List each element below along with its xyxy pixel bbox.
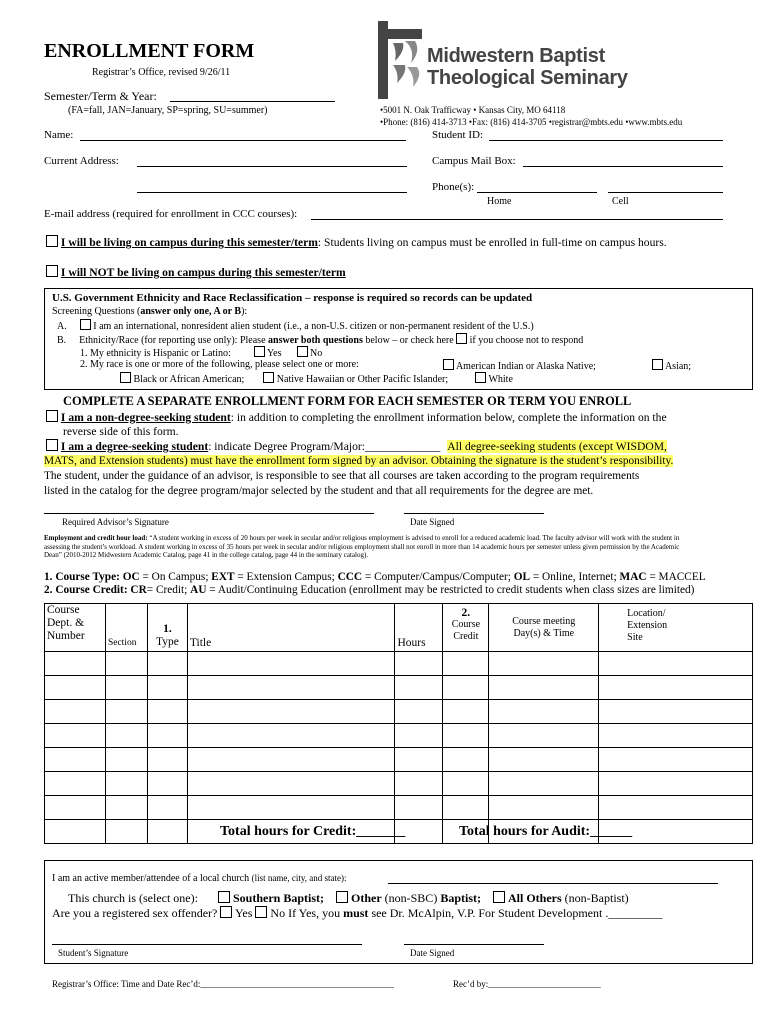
mailbox-label: Campus Mail Box:: [432, 155, 516, 167]
col-location-2: Extension: [627, 620, 668, 631]
offender-yes-checkbox[interactable]: [220, 906, 232, 918]
col-location-3: Site: [627, 632, 643, 643]
contact-address: •5001 N. Oak Trafficway • Kansas City, MO 64118: [380, 105, 566, 115]
semester-label: Semester/Term & Year:: [44, 89, 157, 103]
option-b-pre: Ethnicity/Race (for reporting use only): Please: [79, 335, 269, 346]
all-others-rest: (non-Baptist): [561, 891, 629, 905]
seminary-logo: [375, 21, 665, 99]
sbc-checkbox[interactable]: [218, 891, 230, 903]
degree-option: [46, 439, 667, 453]
option-b-mid: below – or check here: [362, 335, 454, 346]
non-degree-option: [46, 410, 667, 424]
screening-pre: Screening Questions (: [52, 306, 141, 317]
policy-line-1: [44, 534, 679, 543]
separate-form-notice: COMPLETE A SEPARATE ENROLLMENT FORM FOR EACH SEMESTER OR TERM YOU ENROLL: [63, 394, 632, 408]
col-course-3: Number: [47, 630, 85, 642]
non-degree-bold: I am a non-degree-seeking student: [60, 411, 231, 424]
col-course-2: Dept. &: [47, 617, 85, 629]
phones-label: Phone(s):: [432, 181, 475, 193]
non-degree-cont: reverse side of this form.: [63, 425, 179, 438]
black-checkbox[interactable]: [120, 372, 131, 383]
on-campus-checkbox[interactable]: [46, 235, 58, 247]
col-credit: [443, 604, 489, 652]
ethnicity-heading: U.S. Government Ethnicity and Race Reclassification – response is required so records can be updated: [52, 292, 533, 304]
responsibility-para-1: The student, under the guidance of an advisor, is responsible to see that all courses are taken according to the program requirements: [44, 470, 640, 482]
col-meeting-1: Course meeting: [512, 615, 576, 627]
black-label: Black or African American;: [133, 374, 245, 385]
col-meeting: [489, 604, 599, 652]
name-field[interactable]: [80, 140, 406, 141]
offender-yes-label: Yes: [234, 906, 253, 920]
option-b-bold: answer both questions: [268, 335, 363, 346]
course-row[interactable]: [45, 676, 753, 700]
advisor-highlight-2: MATS, and Extension students) must have the enrollment form signed by an advisor. Obtaining the signature is the student’s responsibility.: [44, 455, 674, 467]
student-signature-label: Student’s Signature: [58, 948, 129, 958]
student-id-field[interactable]: [489, 140, 723, 141]
hispanic-yes-checkbox[interactable]: [254, 346, 265, 357]
l2-cr-t: = Credit;: [146, 584, 191, 596]
policy-line-3: Dean” (2010-2012 Midwestern Academic Catalog, page 41 in the college catalog, page 44 in the seminary catalog).: [44, 551, 369, 559]
contact-phone: •Phone: (816) 414-3713 •Fax: (816) 414-3705 •registrar@mbts.edu •www.mbts.edu: [380, 117, 683, 127]
l1-ol-t: = Online, Internet;: [530, 571, 620, 583]
offender-no-post: see Dr. McAlpin, V.P. For Student Development ._________: [368, 906, 663, 920]
on-campus-bold: I will be living on campus during this semester/term: [60, 236, 318, 249]
hawaiian-label: Native Hawaiian or Other Pacific Islander;: [276, 374, 449, 385]
question-2: 2. My race is one or more of the following, please select one or more:: [80, 359, 359, 370]
employment-policy: [44, 534, 679, 560]
screening-questions: [52, 306, 247, 317]
offender-question: [52, 906, 662, 921]
col-title-label: Title: [189, 637, 212, 649]
church-member-label: I am an active member/attendee of a local church: [52, 873, 250, 884]
address-field-1[interactable]: [137, 166, 407, 167]
option-b-letter: B.: [57, 335, 67, 346]
l1-ol: OL: [513, 571, 531, 583]
asian-label: Asian;: [664, 361, 692, 372]
col-section-label: Section: [107, 638, 137, 648]
email-field[interactable]: [311, 219, 723, 220]
church-member-hint: (list name, city, and state):: [251, 873, 347, 883]
option-b: [57, 333, 583, 346]
offender-label: Are you a registered sex offender?: [52, 906, 218, 920]
col-type-label: Type: [155, 636, 179, 648]
l1-oc-t: = On Campus;: [139, 571, 212, 583]
american-indian-label: American Indian or Alaska Native;: [455, 361, 596, 372]
student-date-label: Date Signed: [410, 948, 455, 958]
church-type: [68, 891, 629, 906]
course-table: [44, 603, 753, 844]
address-label: Current Address:: [44, 155, 119, 167]
col-course-1: Course: [47, 604, 80, 616]
l1-mac-t: = MACCEL: [646, 571, 706, 583]
l2-cr: CR: [130, 584, 147, 596]
course-row[interactable]: [45, 748, 753, 772]
name-label: Name:: [44, 129, 74, 141]
non-degree-rest: : in addition to completing the enrollment information below, complete the information on the: [230, 411, 667, 424]
non-degree-checkbox[interactable]: [46, 410, 58, 422]
race-row-2: [120, 372, 513, 385]
option-a-letter: A.: [57, 321, 67, 332]
l2-num: 2.: [44, 584, 53, 596]
american-indian-checkbox[interactable]: [443, 359, 454, 370]
off-campus-checkbox[interactable]: [46, 265, 58, 277]
l1-mac: MAC: [619, 571, 647, 583]
total-credit-hours[interactable]: Total hours for Credit:_______: [220, 824, 406, 839]
screening-post: ):: [241, 306, 248, 317]
church-field[interactable]: [388, 883, 718, 884]
received-by[interactable]: Rec’d by:_________________________: [453, 979, 601, 989]
course-row[interactable]: [45, 772, 753, 796]
mailbox-field[interactable]: [523, 166, 723, 167]
responsibility-para-2: listed in the catalog for the degree program/major selected by the student and that all requirements for the degree are met.: [44, 485, 594, 497]
advisor-signature-field[interactable]: [44, 513, 374, 514]
housing-off-campus: [46, 265, 346, 279]
col-hours-label: Hours: [397, 637, 426, 649]
other-baptist-checkbox[interactable]: [336, 891, 348, 903]
degree-checkbox[interactable]: [46, 439, 58, 451]
col-credit-2: Credit: [453, 631, 479, 642]
no-response-checkbox[interactable]: [456, 333, 467, 344]
course-row[interactable]: [45, 796, 753, 820]
col-credit-num: 2.: [461, 607, 471, 619]
option-a: [57, 319, 534, 332]
phone-home-field[interactable]: [477, 192, 597, 193]
church-select-label: This church is (select one):: [68, 891, 198, 905]
course-row[interactable]: [45, 700, 753, 724]
policy-bold: Employment and credit hour load:: [44, 534, 148, 542]
col-title: [187, 604, 395, 652]
all-others-bold: All Others: [507, 891, 562, 905]
l1-oc: OC: [122, 571, 140, 583]
col-credit-1: Course: [451, 619, 481, 630]
semester-hint: (FA=fall, JAN=January, SP=spring, SU=summer): [68, 105, 268, 116]
degree-bold: I am a degree-seeking student: [60, 440, 209, 453]
screening-bold: answer only one, A or B: [140, 306, 242, 317]
l1-bold: Course Type:: [55, 571, 120, 583]
col-meeting-2: Day(s) & Time: [513, 627, 575, 639]
off-campus-bold: I will NOT be living on campus during this semester/term: [60, 266, 346, 279]
on-campus-rest: : Students living on campus must be enrolled in full-time on campus hours.: [317, 236, 667, 249]
offender-no-pre: No If Yes, you: [270, 906, 344, 920]
student-date-field[interactable]: [404, 944, 544, 945]
form-subtitle: Registrar’s Office, revised 9/26/11: [92, 67, 231, 78]
col-location: [599, 604, 753, 652]
l1-ccc: CCC: [337, 571, 363, 583]
advisor-date-field[interactable]: [404, 513, 544, 514]
phone-cell-field[interactable]: [608, 192, 723, 193]
advisor-date-label: Date Signed: [410, 517, 455, 527]
option-a-text: I am an international, nonresident alien student (i.e., a non-U.S. citizen or non-permanent resident of the U.S.): [93, 321, 534, 332]
l2-au: AU: [190, 584, 207, 596]
course-table-header: [45, 604, 753, 652]
l1-ext: EXT: [211, 571, 235, 583]
hispanic-no-checkbox[interactable]: [297, 346, 308, 357]
address-field-2[interactable]: [137, 192, 407, 193]
total-audit-hours[interactable]: Total hours for Audit:______: [459, 824, 633, 839]
hispanic-no-label: No: [310, 348, 323, 359]
logo-line-1: Midwestern Baptist: [427, 45, 605, 67]
other-bold: Other: [350, 891, 382, 905]
white-label: White: [488, 374, 513, 385]
question-1: [80, 346, 322, 359]
race-american-indian: [443, 359, 596, 372]
col-course: [45, 604, 106, 652]
policy-line-1-text: “A student working in excess of 20 hours per week in secular and/or religious employment is advised to enroll for a reduced academic load. The faculty advisor will work with the student in: [147, 534, 680, 542]
l1-num: 1.: [44, 571, 53, 583]
offender-no-checkbox[interactable]: [255, 906, 267, 918]
l1-ccc-t: = Computer/Campus/Computer;: [362, 571, 514, 583]
registrar-office-received[interactable]: Registrar’s Office: Time and Date Rec’d:___________________________________________: [52, 979, 394, 989]
option-b-post: if you choose not to respond: [469, 335, 584, 346]
white-checkbox[interactable]: [475, 372, 486, 383]
seminary-emblem-icon: [375, 21, 425, 99]
offender-must: must: [343, 906, 369, 920]
col-type-num: 1.: [163, 623, 172, 635]
form-title: ENROLLMENT FORM: [44, 40, 255, 62]
other-rest: (non-SBC): [381, 891, 441, 905]
course-credit-legend: [44, 584, 694, 596]
housing-on-campus: [46, 235, 667, 249]
student-id-label: Student ID:: [432, 129, 484, 141]
col-hours: [395, 604, 443, 652]
policy-line-2: assessing the student’s workload. A student working in excess of 35 hours per week in secular and/or religious employment shall not enroll in more than 14 academic hours per semester unless given permission by the Academic: [44, 542, 680, 551]
sbc-label: Southern Baptist;: [232, 891, 324, 905]
race-asian: [652, 359, 691, 372]
church-member: [52, 873, 347, 884]
col-section: [105, 604, 147, 652]
all-others-checkbox[interactable]: [493, 891, 505, 903]
semester-field[interactable]: [170, 101, 335, 102]
home-label: Home: [487, 196, 512, 207]
hawaiian-checkbox[interactable]: [263, 372, 274, 383]
course-type-legend: [44, 571, 706, 583]
col-type: [147, 604, 187, 652]
logo-line-2: Theological Seminary: [427, 67, 628, 89]
student-signature-field[interactable]: [52, 944, 362, 945]
advisor-signature-label: Required Advisor’s Signature: [62, 517, 169, 527]
asian-checkbox[interactable]: [652, 359, 663, 370]
col-location-1: Location/: [627, 608, 666, 619]
l2-bold: Course Credit:: [55, 584, 128, 596]
degree-rest: : indicate Degree Program/Major:_____________: [208, 440, 441, 453]
hispanic-yes-label: Yes: [266, 348, 282, 359]
course-row[interactable]: [45, 652, 753, 676]
question-1-text: 1. My ethnicity is Hispanic or Latino:: [80, 348, 231, 359]
l2-au-t: = Audit/Continuing Education (enrollment may be restricted to credit students when class sizes are limited): [206, 584, 695, 596]
option-a-checkbox[interactable]: [80, 319, 91, 330]
advisor-highlight-1: All degree-seeking students (except WISDOM,: [447, 440, 667, 453]
l1-ext-t: = Extension Campus;: [234, 571, 338, 583]
email-label: E-mail address (required for enrollment in CCC courses):: [44, 208, 298, 220]
cell-label: Cell: [612, 196, 629, 207]
course-row[interactable]: [45, 724, 753, 748]
other-bold-2: Baptist;: [440, 891, 481, 905]
